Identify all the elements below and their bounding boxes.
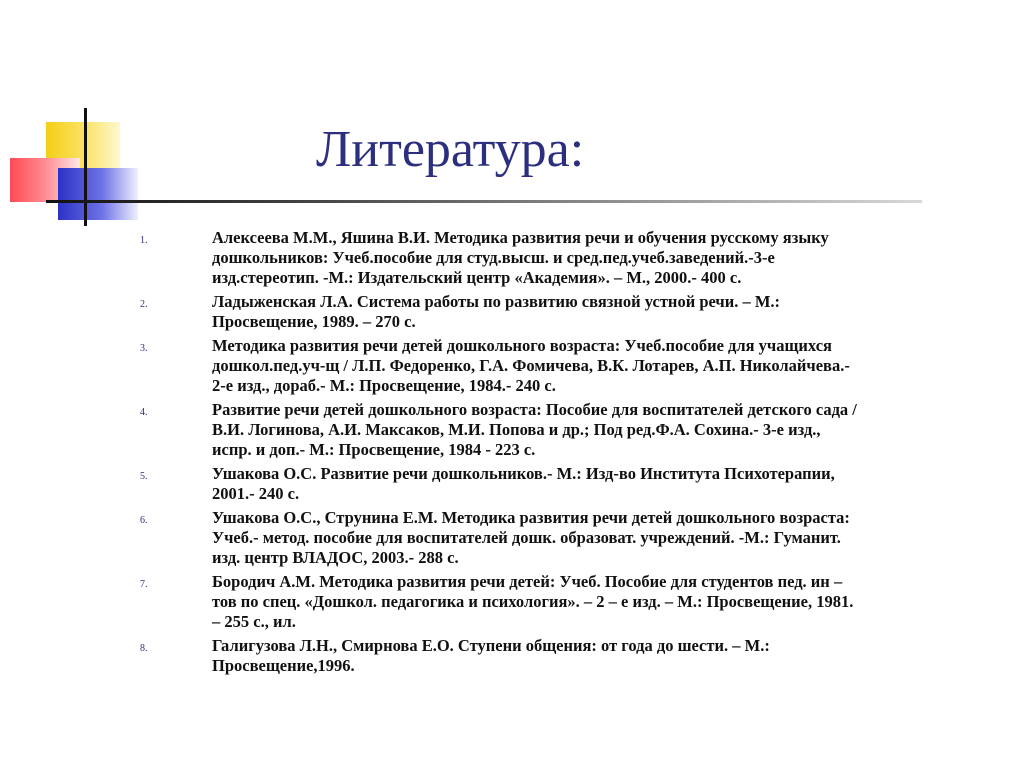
reference-item <box>138 464 1000 504</box>
vertical-rule-decoration <box>84 108 87 226</box>
reference-number: 4. <box>140 407 148 418</box>
reference-text: Алексеева М.М., Яшина В.И. Методика развития речи и обучения русскому языку дошкольников: Учеб.пособие для студ.высш. и сред.пед.учеб.заведений.-3-е изд.стереотип. -М.: Издательский центр «Академия». – М., 2000.- 400 с. <box>212 228 829 287</box>
reference-number: 5. <box>140 471 148 482</box>
reference-item <box>138 336 1000 396</box>
reference-text: Методика развития речи детей дошкольного возраста: Учеб.пособие для учащихся дошкол.пед.уч-щ / Л.П. Федоренко, Г.А. Фомичева, В.К. Лотарев, А.П. Николайчева.- 2-е изд., дораб.- М.: Просвещение, 1984.- 240 с. <box>212 336 850 395</box>
reference-item <box>138 400 1000 460</box>
reference-number: 3. <box>140 343 148 354</box>
reference-item <box>138 292 1000 332</box>
reference-text: Ушакова О.С., Струнина Е.М. Методика развития речи детей дошкольного возраста: Учеб.- метод. пособие для воспитателей дошк. образоват. учреждений. -М.: Гуманит. изд. центр ВЛАДОС, 2003.- 288 с. <box>212 508 850 567</box>
reference-text: Бородич А.М. Методика развития речи детей: Учеб. Пособие для студентов пед. ин – тов по спец. «Дошкол. педагогика и психология». – 2 – е изд. – М.: Просвещение, 1981. – 255 с., ил. <box>212 572 854 631</box>
reference-text: Ладыженская Л.А. Система работы по развитию связной устной речи. – М.: Просвещение, 1989. – 270 с. <box>212 292 781 331</box>
reference-number: 7. <box>140 579 148 590</box>
reference-item <box>138 572 1000 632</box>
blue-square-decoration <box>58 168 138 220</box>
reference-item <box>138 228 1000 288</box>
reference-text: Развитие речи детей дошкольного возраста: Пособие для воспитателей детского сада / В.И. Логинова, А.И. Максаков, М.И. Попова и др.; Под ред.Ф.А. Сохина.- 3-е изд., испр. и доп.- М.: Просвещение, 1984 - 223 с. <box>212 400 857 459</box>
reference-number: 1. <box>140 235 148 246</box>
reference-item <box>138 508 1000 568</box>
reference-number: 8. <box>140 643 148 654</box>
horizontal-rule-decoration <box>46 200 922 203</box>
reference-item <box>138 636 1000 676</box>
reference-number: 2. <box>140 299 148 310</box>
reference-text: Ушакова О.С. Развитие речи дошкольников.- М.: Изд-во Института Психотерапии, 2001.- 240 с. <box>212 464 835 503</box>
reference-number: 6. <box>140 515 148 526</box>
reference-list <box>138 228 1000 680</box>
reference-text: Галигузова Л.Н., Смирнова Е.О. Ступени общения: от года до шести. – М.: Просвещение,1996. <box>212 636 770 675</box>
slide-title: Литература: <box>316 121 585 178</box>
